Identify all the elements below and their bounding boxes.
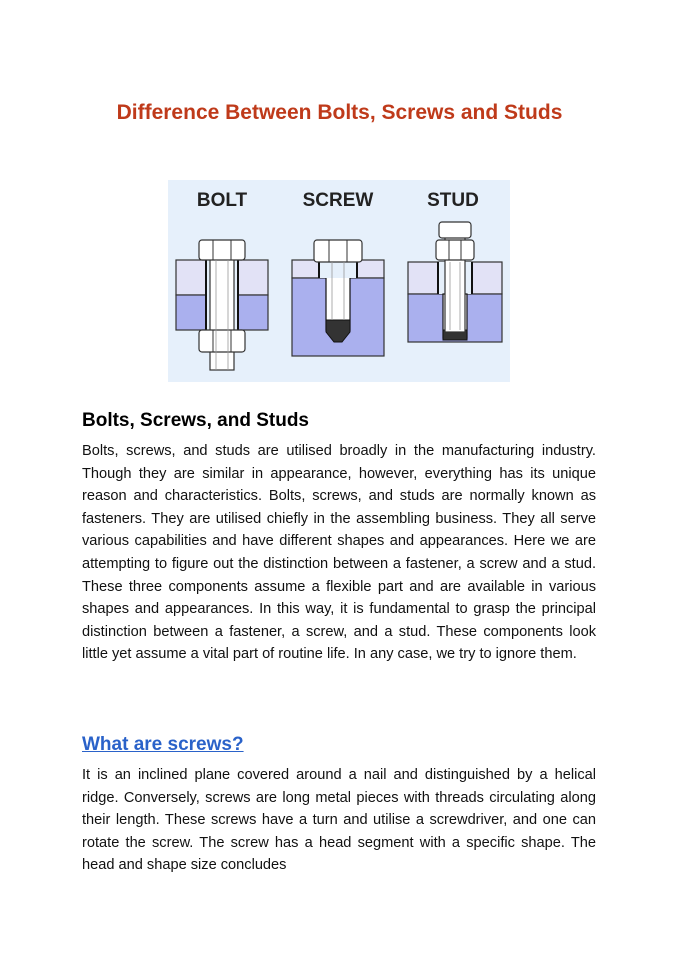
section-heading-bolts-screws-studs: Bolts, Screws, and Studs: [82, 410, 309, 431]
stud-label: STUD: [427, 190, 479, 211]
bolt-label: BOLT: [196, 190, 248, 211]
fastener-diagram: [168, 180, 510, 382]
section-heading-what-are-screws[interactable]: What are screws?: [82, 734, 244, 755]
section-body-what-are-screws: It is an inclined plane covered around a nail and distinguished by a helical ridge. Conversely, screws are long metal pieces with threads circulating along their length. These screws have a turn and utilise a screwdriver, and one can rotate the screw. The screw has a head segment with a specific shape. The head and shape size concludes: [82, 767, 596, 874]
screw-label: SCREW: [302, 190, 374, 211]
section-body-bolts-screws-studs: Bolts, screws, and studs are utilised broadly in the manufacturing industry. Though they are similar in appearance, however, everything has its unique reason and characteristics. Bolts, screws, and studs are normally known as fasteners. They are utilised chiefly in the assembling business. They all serve various capabilities and have different shapes and appearances. Here we are attempting to figure out the distinction between a fastener, a screw and a stud. These three components assume a flexible part and are available in various shapes and appearances. In this way, it is fundamental to grasp the principal distinction between a fastener, a screw, and a stud. These components look little yet assume a vital part of routine life. In any case, we try to ignore them.: [82, 443, 596, 663]
page-title: Difference Between Bolts, Screws and Studs: [116, 101, 563, 124]
